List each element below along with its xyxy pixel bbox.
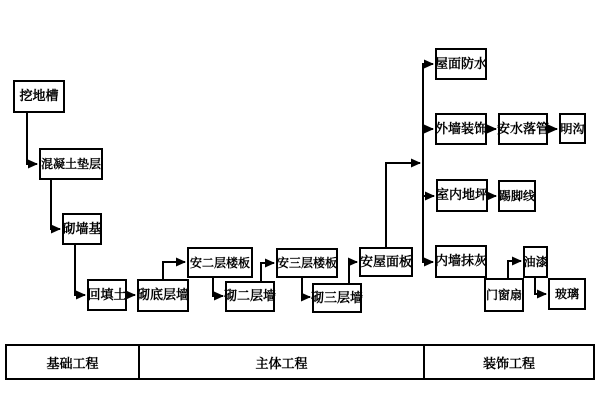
node-label: 内墙抹灰 [435,254,488,269]
node-open-ditch [559,113,586,144]
node-label: 安水落管 [497,121,550,137]
node-roof-panel [359,247,413,277]
edge-dig-trench-to-cushion [27,112,37,164]
node-door-window-sash [484,278,524,312]
node-label: 安二层楼板 [189,255,250,270]
lane-label: 装饰工程 [482,356,535,372]
node-first-floor-wall [137,279,189,312]
node-label: 砌墙基 [62,221,102,237]
node-label: 外墙装饰 [435,121,488,137]
edge-trunk-to-roof-waterproofing [423,64,433,163]
lane-label: 主体工程 [255,356,308,372]
node-roof-waterproofing [435,48,487,80]
node-interior-plastering [435,245,487,278]
node-label: 玻璃 [554,287,579,301]
node-label: 门窗扇 [486,288,523,302]
node-label: 回填土 [87,287,127,303]
node-label: 明沟 [560,121,585,136]
edge-trunk-to-interior-plastering [423,163,433,262]
node-second-floor-wall [225,281,275,312]
edge-roof-panel-to-trunk [386,163,420,248]
node-label: 混凝土垫层 [41,157,102,171]
node-label: 砌底层墙 [137,288,190,303]
node-label: 安三层楼板 [277,256,338,270]
node-paint [523,246,548,278]
edge-slab3-to-wall3 [302,277,310,297]
node-label: 挖地槽 [19,89,59,104]
node-label: 油漆 [523,255,548,269]
edge-cushion-to-wall-base [51,180,60,229]
node-wall-base [62,213,102,245]
edge-wall-base-to-backfill [75,245,85,295]
phase-lane-bar [5,344,595,380]
edge-wall2-to-slab3 [261,263,274,282]
node-indoor-floor [436,179,488,212]
node-label: 屋面防水 [435,56,488,72]
node-backfill [87,279,127,311]
edge-paint-to-glass [535,278,546,294]
node-skirting [498,180,536,212]
lane-decoration-works [423,346,593,378]
node-concrete-cushion [39,148,103,180]
node-exterior-decoration [435,113,487,145]
node-downspout [498,113,548,145]
node-dig-trench [13,80,65,113]
node-label: 踢脚线 [499,189,536,203]
edge-floor1-wall-to-slab2 [163,262,185,280]
node-label: 砌三层墙 [311,290,364,306]
node-second-floor-slab [187,247,253,278]
node-glass [548,278,586,310]
node-third-floor-wall [312,283,362,313]
node-label: 室内地坪 [436,188,489,203]
node-label: 安屋面板 [360,254,413,270]
edge-wall3-to-roof-panel [349,262,357,284]
node-label: 砌二层墙 [224,289,277,304]
edge-sash-to-paint [508,261,521,278]
node-third-floor-slab [276,248,338,278]
lane-main-structure-works [138,346,423,378]
edge-slab2-to-wall2 [213,277,223,296]
lane-foundation-works [7,346,138,378]
lane-label: 基础工程 [46,356,99,372]
